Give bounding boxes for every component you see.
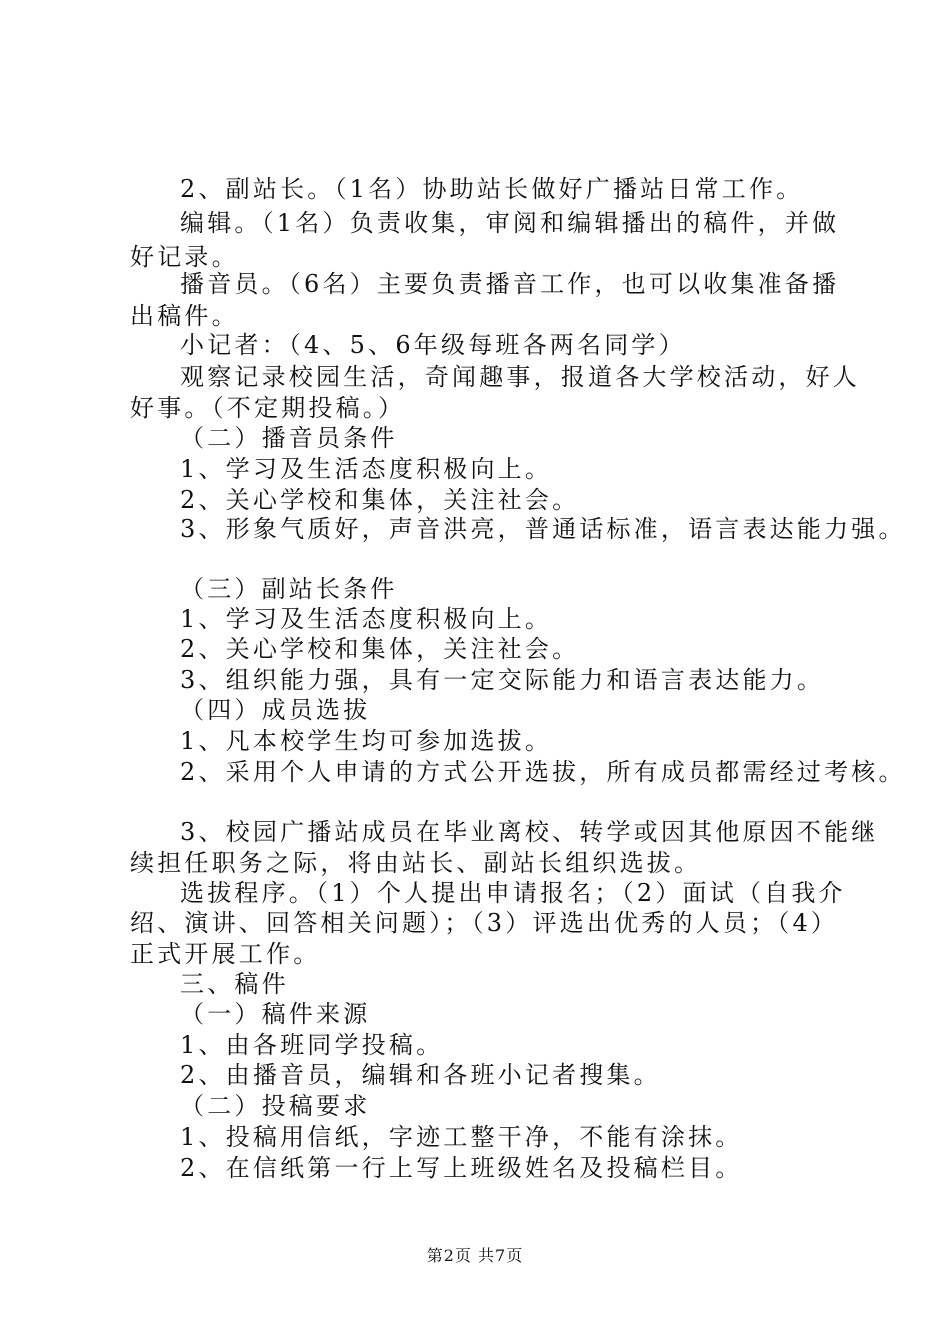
text-line: 绍、演讲、回答相关问题）；（3）评选出优秀的人员；（4） <box>130 909 839 937</box>
section-heading: （一）稿件来源 <box>180 1000 371 1028</box>
text-line: 1、由各班同学投稿。 <box>180 1031 444 1059</box>
text-line: 编辑。（1名）负责收集，审阅和编辑播出的稿件，并做 <box>180 209 840 237</box>
text-line: 1、投稿用信纸，字迹工整干净，不能有涂抹。 <box>180 1123 743 1151</box>
text-line: 好记录。 <box>130 243 239 271</box>
text-line: 1、凡本校学生均可参加选拔。 <box>180 727 553 755</box>
section-heading: 三、稿件 <box>180 970 289 998</box>
text-line: 2、采用个人申请的方式公开选拔，所有成员都需经过考核。 <box>180 758 906 786</box>
text-line: 选拔程序。（1）个人提出申请报名；（2）面试（自我介 <box>180 879 846 907</box>
section-heading: （四）成员选拔 <box>180 696 371 724</box>
text-line: 2、由播音员，编辑和各班小记者搜集。 <box>180 1061 661 1089</box>
text-line: 1、学习及生活态度积极向上。 <box>180 605 553 633</box>
text-line: 出稿件。 <box>130 302 239 330</box>
text-line: 续担任职务之际，将由站长、副站长组织选拔。 <box>130 849 702 877</box>
section-heading: （三）副站长条件 <box>180 575 398 603</box>
text-line: 观察记录校园生活，奇闻趣事，报道各大学校活动，好人 <box>180 363 860 391</box>
text-line: 2、副站长。（1名）协助站长做好广播站日常工作。 <box>180 175 804 203</box>
text-line: 小记者：（4、5、6年级每班各两名同学） <box>180 331 686 359</box>
section-heading: （二）播音员条件 <box>180 424 398 452</box>
text-line: 2、关心学校和集体，关注社会。 <box>180 635 580 663</box>
page-number-footer: 第2页 共7页 <box>426 1246 524 1265</box>
text-line: 播音员。（6名）主要负责播音工作，也可以收集准备播 <box>180 270 840 298</box>
text-line: 1、学习及生活态度积极向上。 <box>180 455 553 483</box>
section-heading: （二）投稿要求 <box>180 1092 371 1120</box>
text-line: 2、关心学校和集体，关注社会。 <box>180 486 580 514</box>
text-line: 2、在信纸第一行上写上班级姓名及投稿栏目。 <box>180 1154 743 1182</box>
text-line: 3、组织能力强，具有一定交际能力和语言表达能力。 <box>180 666 825 694</box>
text-line: 好事。（不定期投稿。） <box>130 394 406 422</box>
text-line: 正式开展工作。 <box>130 940 321 968</box>
text-line: 3、形象气质好，声音洪亮，普通话标准，语言表达能力强。 <box>180 515 906 543</box>
text-line: 3、校园广播站成员在毕业离校、转学或因其他原因不能继 <box>180 818 879 846</box>
